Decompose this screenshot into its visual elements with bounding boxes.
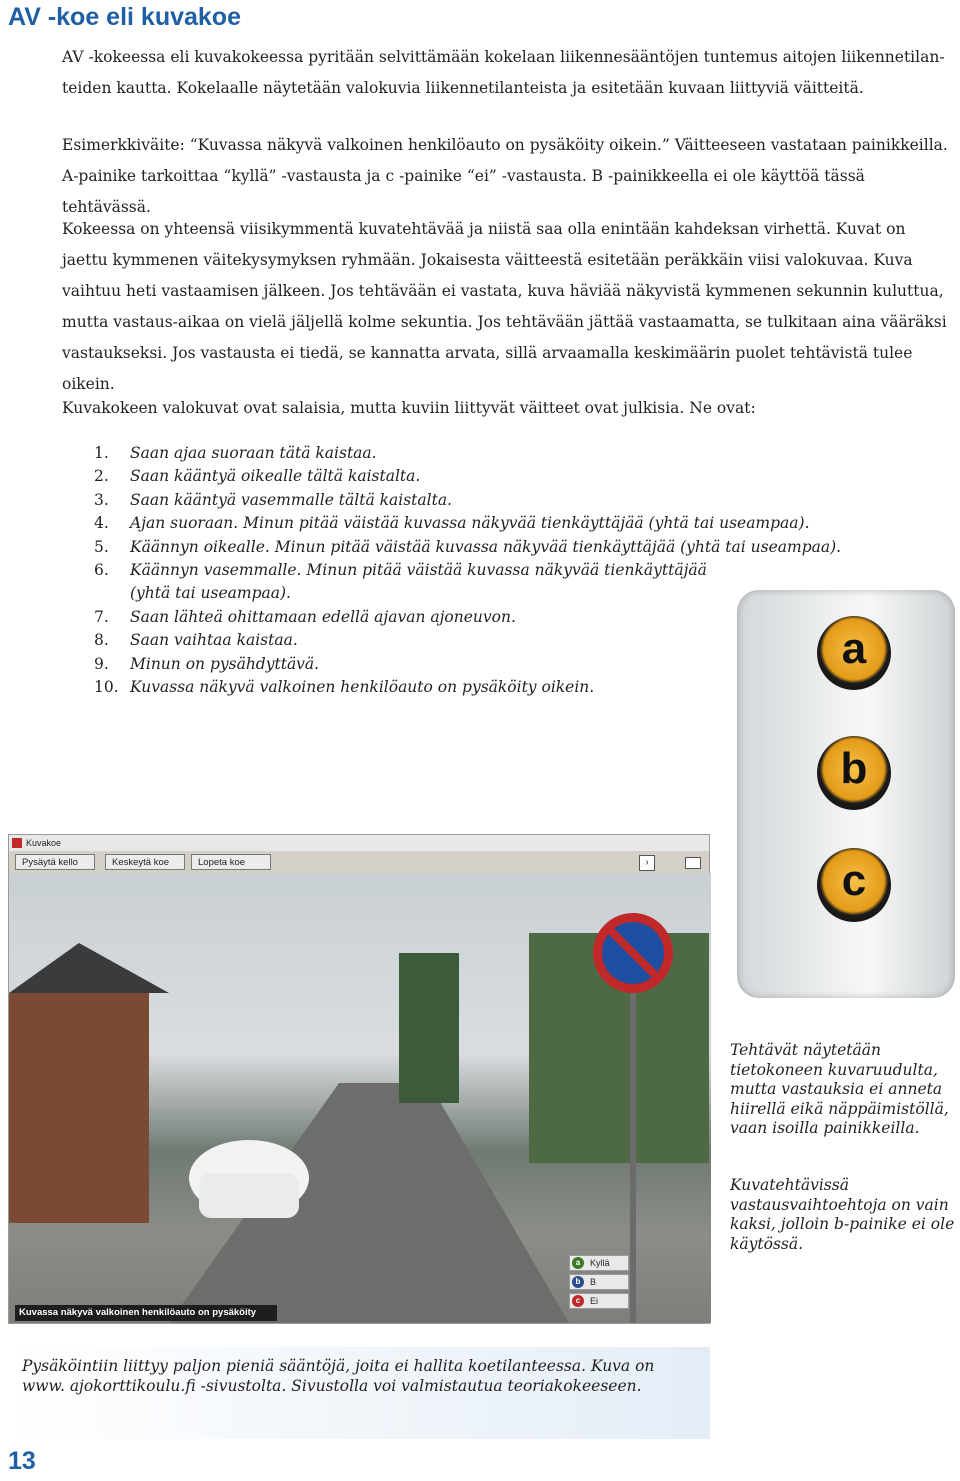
list-item [94,465,841,488]
list-item [94,489,841,512]
list-text: Saan ajaa suoraan tätä kaistaa. [130,444,377,462]
list-number [94,582,130,605]
list-item [94,606,841,629]
list-text: Minun on pysähdyttävä. [130,654,320,673]
stop-clock-button[interactable]: Pysäytä kello [15,854,95,870]
claims-list [94,442,841,699]
list-number: 6. [94,561,109,580]
list-item-continued [94,582,841,605]
list-number: 5. [94,537,109,556]
answer-label: Ei [590,1296,599,1306]
window-title: Kuvakoe [26,838,62,848]
answer-b-icon: b [572,1276,584,1288]
list-item [94,536,841,559]
answer-label: Kyllä [590,1258,610,1268]
rules-paragraph: Kokeessa on yhteensä viisikymmentä kuvatehtävää ja niistä saa olla enintään kahdeksan virhettä. Kuvat on jaettu kymmenen väitekysymyksen ryhmään. Jokaisesta väitteestä esitetään peräkkäin viisi valokuvaa. Kuva vaihtuu heti vastaamisen jälkeen. Jos tehtävään ei vastata, kuva häviää näkyvistä kymmenen sekunnin kuluttua, mutta vastaus-aikaa on vielä jäljellä kolme sekuntia. Jos tehtävään jättää vastaamatta, se tulkitaan aina vääräksi vastaukseksi. Jos vastausta ei tiedä, se kannatta arvata, sillä arvaamalla keskimäärin puolet tehtävistä tulee oikein. [62,220,947,393]
list-text: Saan lähteä ohittamaan edellä ajavan ajoneuvon. [130,607,516,626]
list-number: 10. [94,678,119,697]
side-caption-2: Kuvatehtävissä vastausvaihtoehtoja on vain kaksi, jolloin b-painike ei ole käytössä. [730,1176,955,1253]
button-a[interactable]: a [817,616,891,690]
button-b[interactable]: b [817,736,891,810]
list-number: 9. [94,654,109,673]
list-number: 8. [94,631,109,650]
next-arrow-icon[interactable]: › [639,855,655,871]
answer-c-icon: c [572,1295,584,1307]
end-exam-button[interactable]: Lopeta koe [191,854,271,870]
answer-label: B [590,1277,597,1287]
app-icon [12,838,22,848]
list-text: Saan kääntyä oikealle tältä kaistalta. [130,467,421,486]
list-item [94,676,841,699]
list-text: Kuvassa näkyvä valkoinen henkilöauto on pysäköity oikein. [130,678,595,697]
side-caption-1: Tehtävät näytetään tietokoneen kuvaruudulta, mutta vastauksia ei anneta hiirellä eikä näppäimistöllä, vaan isoilla painikkeilla. [730,1041,949,1137]
list-text: Saan kääntyä vasemmalle tältä kaistalta. [130,490,452,509]
example-paragraph: Esimerkkiväite: “Kuvassa näkyvä valkoinen henkilöauto on pysäköity oikein.” Väitteeseen vastataan painikkeilla. A-painike tarkoittaa “kyllä” -vastausta ja c -painike “ei” -vastausta. B -painikkeella ei ole käyttöä tässä tehtävässä. [62,136,948,216]
list-text: (yhtä tai useampaa). [130,584,291,603]
answer-a-icon: a [572,1257,584,1269]
list-number: 4. [94,514,109,533]
list-item [94,512,841,535]
traffic-photo [9,873,711,1334]
pause-exam-button[interactable]: Keskeytä koe [105,854,185,870]
button-c[interactable]: c [817,848,891,922]
question-text: Kuvassa näkyvä valkoinen henkilöauto on pysäköity oikein. [15,1305,277,1321]
window-titlebar [9,835,709,851]
answer-button-box [737,590,955,998]
claims-intro-paragraph: Kuvakokeen valokuvat ovat salaisia, mutta kuviin liittyvät väitteet ovat julkisia. Ne ovat: [62,399,756,417]
mail-icon[interactable] [685,857,701,869]
list-item [94,653,841,676]
answer-option-a[interactable] [569,1255,629,1271]
photo-caption: Pysäköintiin liittyy paljon pieniä sääntöjä, joita ei hallita koetilanteessa. Kuva on www. ajokorttikoulu.fi -sivustolta. Sivustolla voi valmistautua teoriakokeeseen. [22,1357,655,1395]
list-number: 1. [94,444,109,462]
list-text: Käännyn vasemmalle. Minun pitää väistää kuvassa näkyvää tienkäyttäjää [130,561,707,580]
list-item [94,559,841,582]
list-text: Ajan suoraan. Minun pitää väistää kuvassa näkyvää tienkäyttäjää (yhtä tai useampaa). [130,514,810,533]
list-number: 3. [94,490,109,509]
exam-screenshot [8,834,710,1334]
answer-option-b[interactable] [569,1274,629,1290]
list-number: 7. [94,607,109,626]
list-item [94,442,841,465]
list-item [94,629,841,652]
list-text: Käännyn oikealle. Minun pitää väistää kuvassa näkyvää tienkäyttäjää (yhtä tai useampaa). [130,537,842,556]
list-text: Saan vaihtaa kaistaa. [130,631,298,650]
page-title: AV -koe eli kuvakoe [8,3,241,31]
list-number: 2. [94,467,109,486]
intro-paragraph: AV -kokeessa eli kuvakokeessa pyritään selvittämään kokelaan liikennesääntöjen tuntemus aitojen liikennetilan-teiden kautta. Kokelaalle näytetään valokuvia liikennetilanteista ja esitetään kuvaan liittyviä väitteitä. [62,48,945,97]
answer-option-c[interactable] [569,1293,629,1309]
toolbar [9,851,709,873]
page-number: 13 [8,1447,36,1475]
